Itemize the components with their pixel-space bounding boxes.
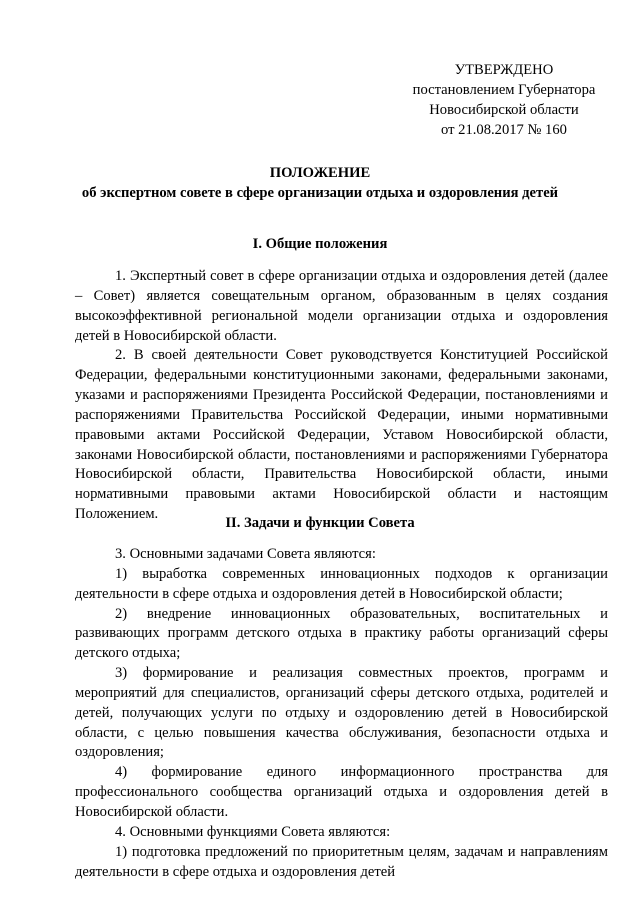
approval-line-decree: постановлением Губернатора [412, 82, 596, 98]
approval-stamp [398, 60, 610, 140]
approval-line-date: от 21.08.2017 № 160 [441, 122, 567, 138]
document-title: ПОЛОЖЕНИЕ [269, 165, 371, 181]
paragraph-3: 3. Основными задачами Совета являются: [115, 546, 376, 562]
approval-title: УТВЕРЖДЕНО [454, 62, 554, 78]
paragraph-3-item-3: 3) формирование и реализация совместных проектов, программ и мероприятий для специалистов, организаций сферы детского отдыха, родителей и детей, получающих услуги по отдыху и оздоровлению детей в Новосибирской области, с целью повышения качества обслуживания, безопасности отдыха и оздоровления; [75, 665, 608, 761]
document-body [75, 267, 608, 525]
paragraph-3-item-2: 2) внедрение инновационных образовательных, воспитательных и развивающих программ детского отдыха в практику работы организаций сферы детского отдыха; [75, 605, 608, 662]
paragraph-3-item-1: 1) выработка современных инновационных подходов к организации деятельности в сфере отдыха и оздоровления детей в Новосибирской области; [75, 565, 608, 602]
paragraph-4: 4. Основными функциями Совета являются: [115, 823, 391, 840]
section-heading-general: I. Общие положения [252, 236, 388, 252]
paragraph-2: 2. В своей деятельности Совет руководствуется Конституцией Российской Федерации, федеральными конституционными законами, федеральными законами, указами и распоряжениями Президента Российской Федерации, постановлениями и распоряжениями Правительства Российской Федерации, иными нормативными правовыми актами Российской Федерации, Уставом Новосибирской области, законами Новосибирской области, постановлениями и распоряжениями Губернатора Новосибирской области, Правительства Новосибирской области, иными нормативными правовыми актами Новосибирской области и настоящим Положением. [75, 347, 608, 523]
document-subtitle: об экспертном совете в сфере организации отдыха и оздоровления детей [81, 185, 559, 201]
section-heading-tasks: II. Задачи и функции Совета [225, 515, 415, 531]
paragraph-1: 1. Экспертный совет в сфере организации отдыха и оздоровления детей (далее – Совет) является совещательным органом, образованным в целях создания высокоэффективной региональной модели организации отдыха и оздоровления детей в Новосибирской области. [75, 268, 608, 344]
paragraph-3-item-4: 4) формирование единого информационного пространства для профессионального сообщества организаций отдыха и оздоровления детей в Новосибирской области. [75, 764, 608, 820]
paragraph-4-item-1: 1) подготовка предложений по приоритетным целям, задачам и направлениям деятельности в сфере отдыха и оздоровления детей [75, 843, 608, 880]
document-body-tasks [75, 545, 608, 882]
approval-line-region: Новосибирской области [429, 102, 579, 118]
